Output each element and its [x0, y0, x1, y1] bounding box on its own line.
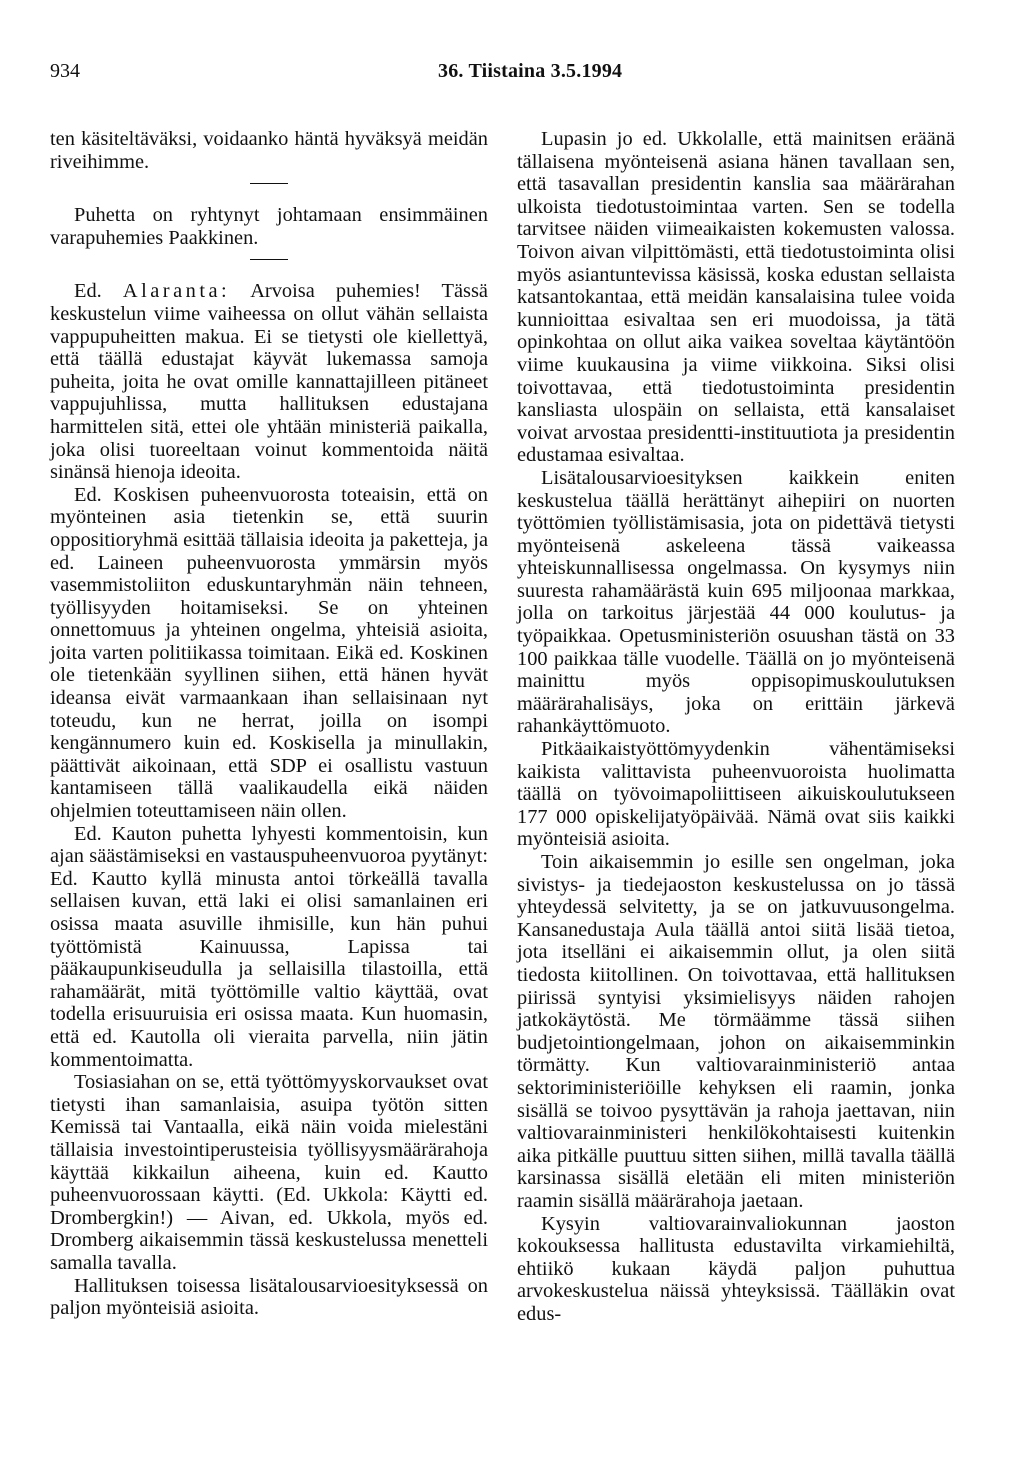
right-paragraph-3: Pitkäaikaistyöttömyydenkin vähentämiseksi kaikista valittavista puheenvuoroista huolimatta täällä on työvoimapoliittiseen aikuiskoulutukseen 177 000 opiskelijatyöpäivää. Nämä ovat siis kaikki myönteisiä asioita. [517, 738, 955, 851]
right-paragraph-2: Lisätalousarvioesityksen kaikkein eniten keskustelua täällä herättänyt aihepiiri on nuorten työttömien työllistämisasia, jota on pidettävä tietysti myönteisenä askeleena tässä vaikeassa yhteiskunnallisessa ongelmassa. On kysymys niin suuresta rahamäärästä kuin 695 miljoonaa markkaa, jolla on tarkoitus järjestää 44 000 koulutus- ja työpaikkaa. Opetusministeriön osuushan tästä on 33 100 paikkaa tälle vuodelle. Täällä on jo myönteisenä mainittu myös oppisopimuskoulutuksen määrärahalisäys, joka on erittäin järkevä rahankäyttömuoto. [517, 466, 955, 738]
left-paragraph-4: Ed. Koskisen puheenvuorosta toteaisin, että on myönteinen asia tietenkin se, että suurin oppositioryhmä esittää tällaisia ideoita ja paketteja, ja ed. Laineen puheenvuorosta ymmärsin myös vasemmistoliiton eduskuntaryhmän näin tehneen, työllisyyden hoitamiseksi. Se on yhteinen onnettomuus ja yhteinen ongelma, yhteisiä asioita, joita varten politiikassa toimitaan. Eikä ed. Koskinen ole tietenkään syyllinen siihen, että hänen hyvät ideansa eivät varmaankaan ihan sellaisinaan nyt toteudu, kun ne herrat, joilla on isompi kengännumero kuin ed. Koskisella ja minullakin, päättivät aikoinaan, että SDP ei osallistu vastuun kantamiseen tällä vaalikaudella eikä näiden ohjelmien toteuttamiseen näin ollen. [50, 483, 488, 823]
right-paragraph-1: Lupasin jo ed. Ukkolalle, että mainitsen eräänä tällaisena myönteisenä asiana hänen tavallaan sen, että tasavallan presidentin kanslia saa määrärahan ulkoista tiedotustoimintaa varten. Sen se todella tarvitsee näiden viimeaikaisten kokemusten valossa. Toivon aivan vilpittömästi, että tiedotustoiminta olisi myös asiantuntevissa käsissä, koska edustan sellaista katsantokantaa, että meidän kansalaisina tulee voida kunnioittaa esivaltaa sen eri muodoissa, ja tätä opinkohtaa on ollut aika vaikea soveltaa käytäntöön viime kuukausina ja viime viikkoina. Siksi olisi toivottavaa, että tiedotustoiminta presidentin kansliasta ulospäin on sellaista, että kansalaiset voivat arvostaa presidentti-instituutiota ja presidentin edustamaa esivaltaa. [517, 128, 955, 467]
speaker-prefix: Ed. [74, 280, 102, 303]
left-paragraph-3 [50, 280, 488, 483]
right-paragraph-4: Toin aikaisemmin jo esille sen ongelman, joka sivistys- ja tiedejaoston keskustelussa on jo tässä yhteydessä selvitetty, ja se on jatkuvuusongelma. Kansanedustaja Aula täällä antoi siitä lisää tietoa, jota itselläni ei aikaisemmin ollut, ja olen siitä tiedosta kiitollinen. On toivottavaa, että hallituksen piirissä syntyisi yksimielisyys näiden rahojen jatkokäytöstä. Me törmäämme tässä siihen budjetointiongelmaan, johon on aikaisemminkin törmätty. Kun valtiovarainministeriö antaa sektoriministeriöille kehyksen eli raamin, jonka sisällä se toivoo pysyttävän ja rahoja jaettavan, niin valtiovarainministeri henkilökohtaisesti kuitenkin aika pitkälle puuttuu sitten siihen, millä tavalla täällä karsinassa sisällä eletään eli miten ministeriön raamin sisällä määrärahoja jaetaan. [517, 851, 955, 1212]
right-paragraph-5: Kysyin valtiovarainvaliokunnan jaoston kokouksessa hallitusta edustavilta virkamiehiltä, ehtiikö kukaan käydä paljon puhuttua arvokeskustelua näissä yhteyksissä. Täälläkin ovat edus- [517, 1212, 955, 1325]
separator-rule [250, 259, 288, 260]
left-paragraph-1: ten käsiteltäväksi, voidaanko häntä hyväksyä meidän riveihimme. [50, 128, 488, 173]
left-paragraph-5: Ed. Kauton puhetta lyhyesti kommentoisin, kun ajan säästämiseksi en vastauspuheenvuoroa pyytänyt: Ed. Kautto kyllä minusta antoi törkeällä tavalla sellaisen kuvan, että laki ei olisi samanlainen eri osissa maata asuville ihmisille, kun hän puhui työttömistä Kainuussa, Lapissa tai pääkaupunkiseudulla ja sellaisilla tilastoilla, että rahamäärät, mitä työttömille valtio käyttää, ovat todella erisuuruisia eri osissa maata. Kun huomasin, että ed. Kautolla oli vieraita parvella, niin jätin kommentoimatta. [50, 822, 488, 1071]
left-column [50, 128, 488, 1320]
page-header [50, 60, 974, 90]
speaker-name: Alaranta: [122, 280, 231, 303]
right-column [517, 128, 955, 1325]
separator-rule [250, 183, 288, 184]
left-paragraph-7: Hallituksen toisessa lisätalousarvioesityksessä on paljon myönteisiä asioita. [50, 1274, 488, 1320]
left-paragraph-6: Tosiasiahan on se, että työttömyyskorvaukset ovat tietysti ihan samanlaisia, asuipa työtön sitten Kemissä tai Vantaalla, eikä näin voida mielestäni tällaisia investointiperusteisia työllisyysmäärärahoja käyttää kikkailun aiheena, kuin ed. Kautto puheenvuorossaan käytti. (Ed. Ukkola: Käytti ed. Drombergkin!) — Aivan, ed. Ukkola, myös ed. Dromberg aikaisemmin tässä keskustelussa menetteli samalla tavalla. [50, 1071, 488, 1274]
speech-text: Arvoisa puhemies! Tässä keskustelun viime vaiheessa on ollut vähän sellaista vappupuheitten makua. Ei se tietysti ole kiellettyä, että täällä edustajat käyvät lukemassa samoja puheita, joita he ovat omille kannattajilleen pitäneet vappujuhlissa, mutta hallituksen edustajana harmittelen sitä, ettei ole yhtään ministeriä paikalla, joka olisi tuoreeltaan voinut kommentoida näitä sinänsä hienoja ideoita. [50, 280, 488, 484]
left-paragraph-2: Puhetta on ryhtynyt johtamaan ensimmäinen varapuhemies Paakkinen. [50, 204, 488, 249]
session-title: 36. Tiistaina 3.5.1994 [438, 60, 623, 82]
page-number: 934 [50, 60, 80, 82]
